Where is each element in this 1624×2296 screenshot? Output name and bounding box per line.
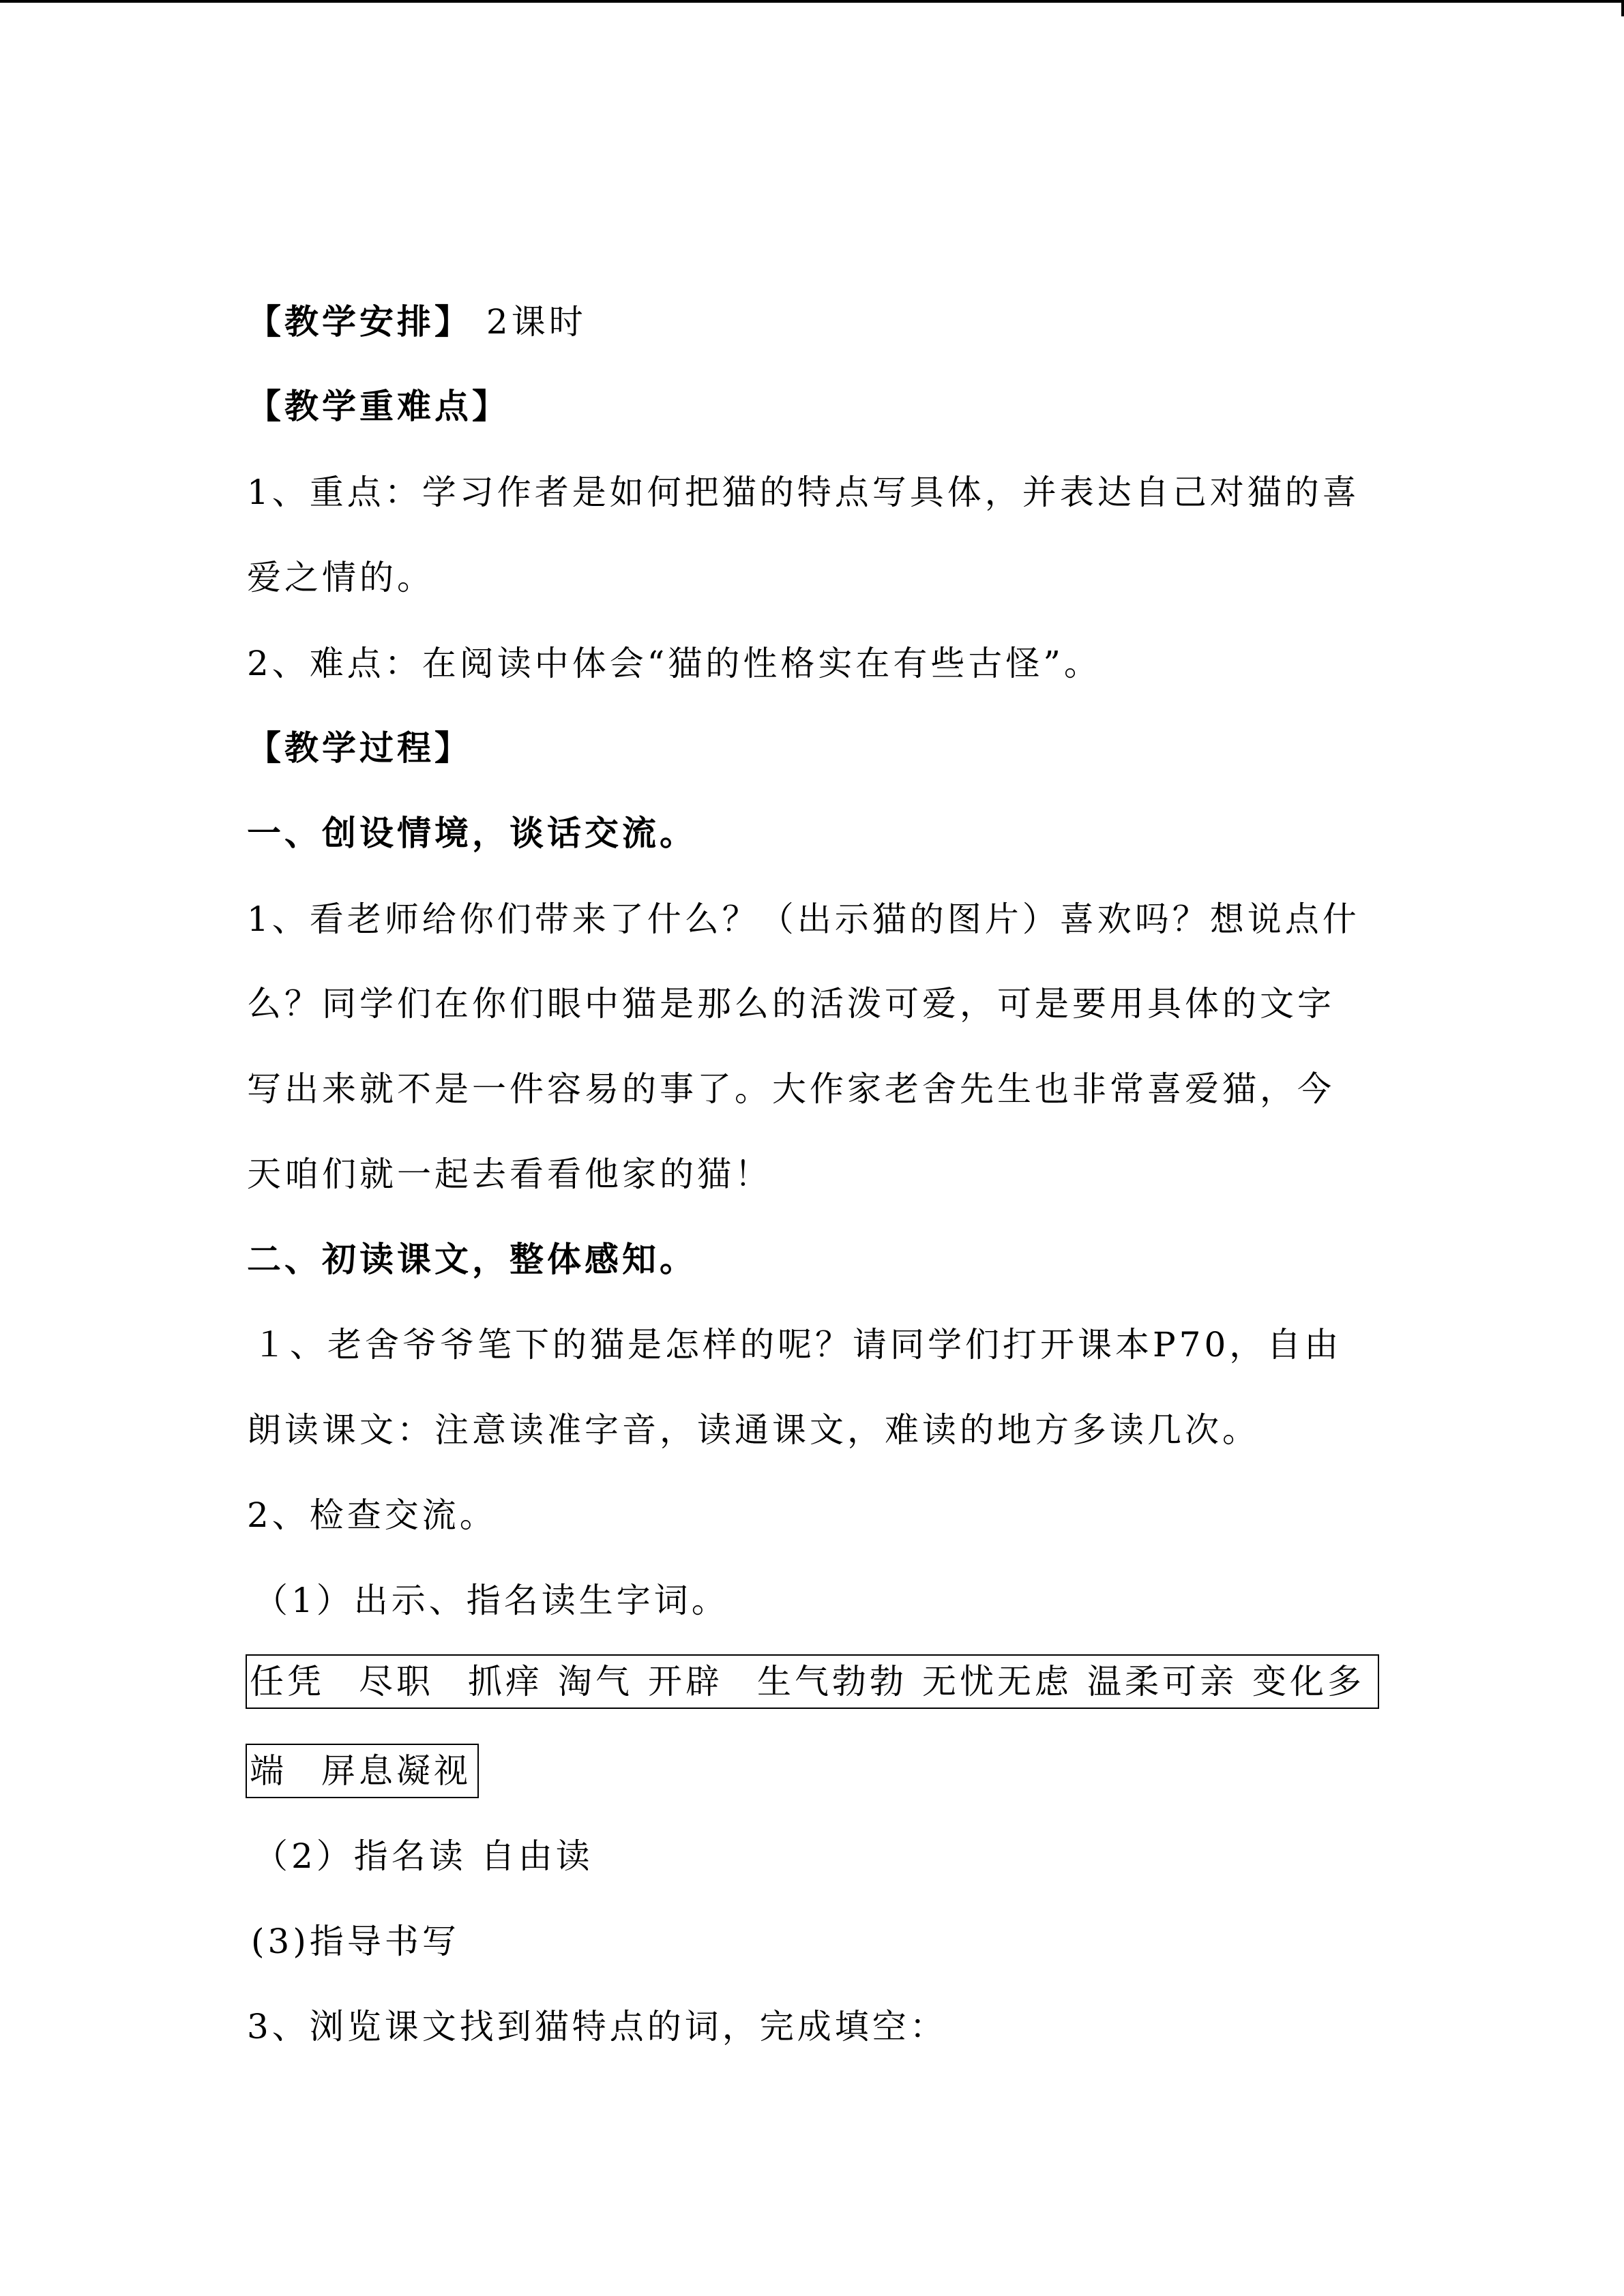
vocab-word: 抓痒	[468, 1662, 543, 1701]
vocab-word: 淘气	[558, 1662, 633, 1701]
vocab-box-row-2	[246, 1744, 479, 1798]
s1-paragraph-line-1: 1、看老师给你们带来了什么？（出示猫的图片）喜欢吗？想说点什	[247, 899, 1360, 939]
key-point-2: 2、难点：在阅读中体会“猫的性格实在有些古怪”。	[247, 644, 1102, 683]
browse-fill-blank: 3、浏览课文找到猫特点的词，完成填空：	[247, 2007, 947, 2046]
process-heading: 【教学过程】	[247, 728, 472, 768]
vocab-word: 端	[250, 1751, 287, 1791]
section-1-title: 一、创设情境，谈话交流。	[247, 813, 697, 853]
s1-paragraph-line-3: 写出来就不是一件容易的事了。大作家老舍先生也非常喜爱猫，今	[247, 1069, 1335, 1109]
section-2-title: 二、初读课文，整体感知。	[247, 1239, 697, 1279]
arrangement-value: 2课时	[486, 302, 587, 342]
check-exchange-sub-1: （1）出示、指名读生字词。	[254, 1581, 729, 1620]
vocab-word: 变化多	[1252, 1662, 1365, 1701]
s1-paragraph-line-2: 么？同学们在你们眼中猫是那么的活泼可爱，可是要用具体的文字	[247, 984, 1335, 1024]
vocab-word: 尽职	[359, 1662, 434, 1701]
s2-paragraph-line-2: 朗读课文：注意读准字音，读通课文，难读的地方多读几次。	[247, 1410, 1260, 1450]
vocab-word: 屏息凝视	[321, 1751, 471, 1791]
vocab-word: 无忧无虑	[922, 1662, 1072, 1701]
arrangement-heading: 【教学安排】	[247, 301, 472, 342]
s1-paragraph-line-4: 天咱们就一起去看看他家的猫！	[247, 1154, 772, 1194]
page-corner-mark	[1621, 0, 1624, 16]
page-top-border	[0, 0, 1624, 3]
arrangement-line	[247, 301, 587, 342]
key-point-1-line-2: 爱之情的。	[247, 558, 434, 597]
vocab-word: 开辟	[648, 1662, 723, 1701]
key-point-1-line-1: 1、重点：学习作者是如何把猫的特点写具体，并表达自己对猫的喜	[247, 473, 1360, 512]
s2-paragraph-line-1: １、老舍爷爷笔下的猫是怎样的呢？请同学们打开课本P70，自由	[252, 1325, 1342, 1365]
vocab-word: 温柔可亲	[1087, 1662, 1237, 1701]
vocab-word: 生气勃勃	[757, 1662, 907, 1701]
check-exchange-sub-3: (3)指导书写	[251, 1922, 460, 1961]
check-exchange: 2、检查交流。	[247, 1495, 497, 1535]
vocab-word: 任凭	[250, 1662, 325, 1701]
check-exchange-sub-2: （2）指名读 自由读	[254, 1836, 593, 1876]
key-points-heading: 【教学重难点】	[247, 386, 510, 426]
vocab-box-row-1	[246, 1654, 1379, 1709]
